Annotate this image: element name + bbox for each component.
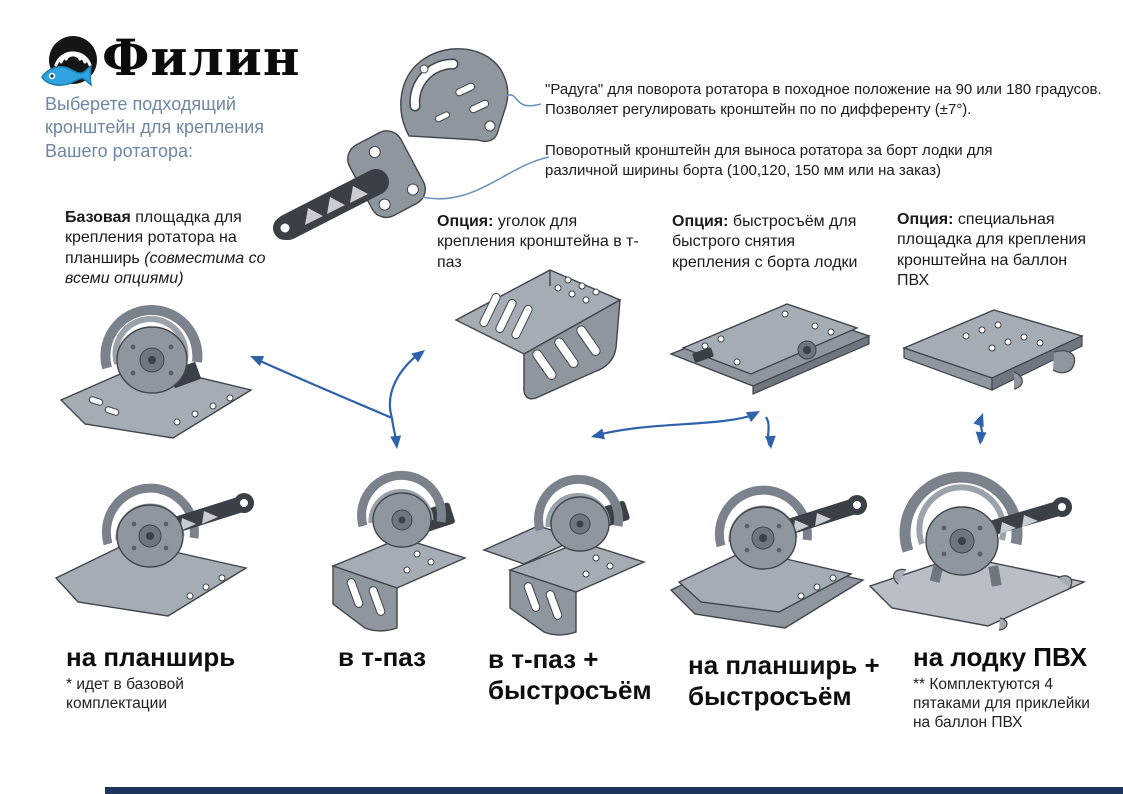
product-label-gunwale-quick-release: на планширь + быстросъём (688, 650, 880, 711)
option-image-pvc-pad (896, 296, 1091, 408)
brand-name: Филин (102, 28, 301, 87)
product-note-pvc-boat: ** Комплектуются 4 пятаками для приклейки на баллон ПВХ (913, 676, 1090, 731)
option-text-t-slot: Опция: уголок для крепления кронштейна в т-паз (437, 213, 639, 271)
product-label-t-slot-quick-release: в т-паз + быстросъём (488, 644, 652, 705)
product-image-t-slot-mount (315, 446, 480, 641)
product-image-gunwale-quick-release-mount (665, 450, 875, 645)
option-image-base-plate (55, 272, 255, 467)
option-lead: Опция: (897, 211, 954, 228)
intro-text: Выберете подходящий кронштейн для крепления Вашего ротатора: (45, 94, 264, 161)
swing-arm-image (258, 124, 430, 246)
option-lead: Опция: (672, 213, 729, 230)
annotation-swing-arm: Поворотный кронштейн для выноса ротатора за борт лодки для различной ширины борта (100,120, 150 мм или на заказ) (545, 142, 993, 180)
product-label-gunwale: на планширь (66, 642, 236, 672)
option-lead: Опция: (437, 213, 494, 230)
product-image-pvc-boat-mount (862, 436, 1092, 646)
product-label-t-slot: в т-паз (338, 642, 427, 672)
product-label-pvc-boat: на лодку ПВХ (913, 642, 1088, 672)
option-image-quick-release-plate (665, 292, 875, 410)
product-note-gunwale: * идет в базовой комплектации (66, 676, 184, 712)
brand-logo-fish-sonar-icon (38, 34, 102, 94)
product-image-t-slot-quick-release-mount (480, 446, 665, 646)
option-lead: Базовая (65, 209, 131, 226)
option-text-base: Базовая площадка для крепления ротатора на планширь (совместима со всеми опциями) (65, 209, 266, 287)
product-image-gunwale-mount (50, 446, 260, 636)
option-text-pvc: Опция: специальная площадка для крепления кронштейна на баллон ПВХ (897, 211, 1087, 289)
annotation-raduga: "Радуга" для поворота ротатора в походное положение на 90 или 180 градусов. Позволяет регулировать кронштейн по по дифференту (±7°). (545, 81, 1102, 119)
option-text-quick-release: Опция: быстросъём для быстрого снятия крепления с борта лодки (672, 213, 858, 271)
footer-bar (105, 787, 1123, 794)
option-image-t-slot-angle (428, 262, 626, 420)
